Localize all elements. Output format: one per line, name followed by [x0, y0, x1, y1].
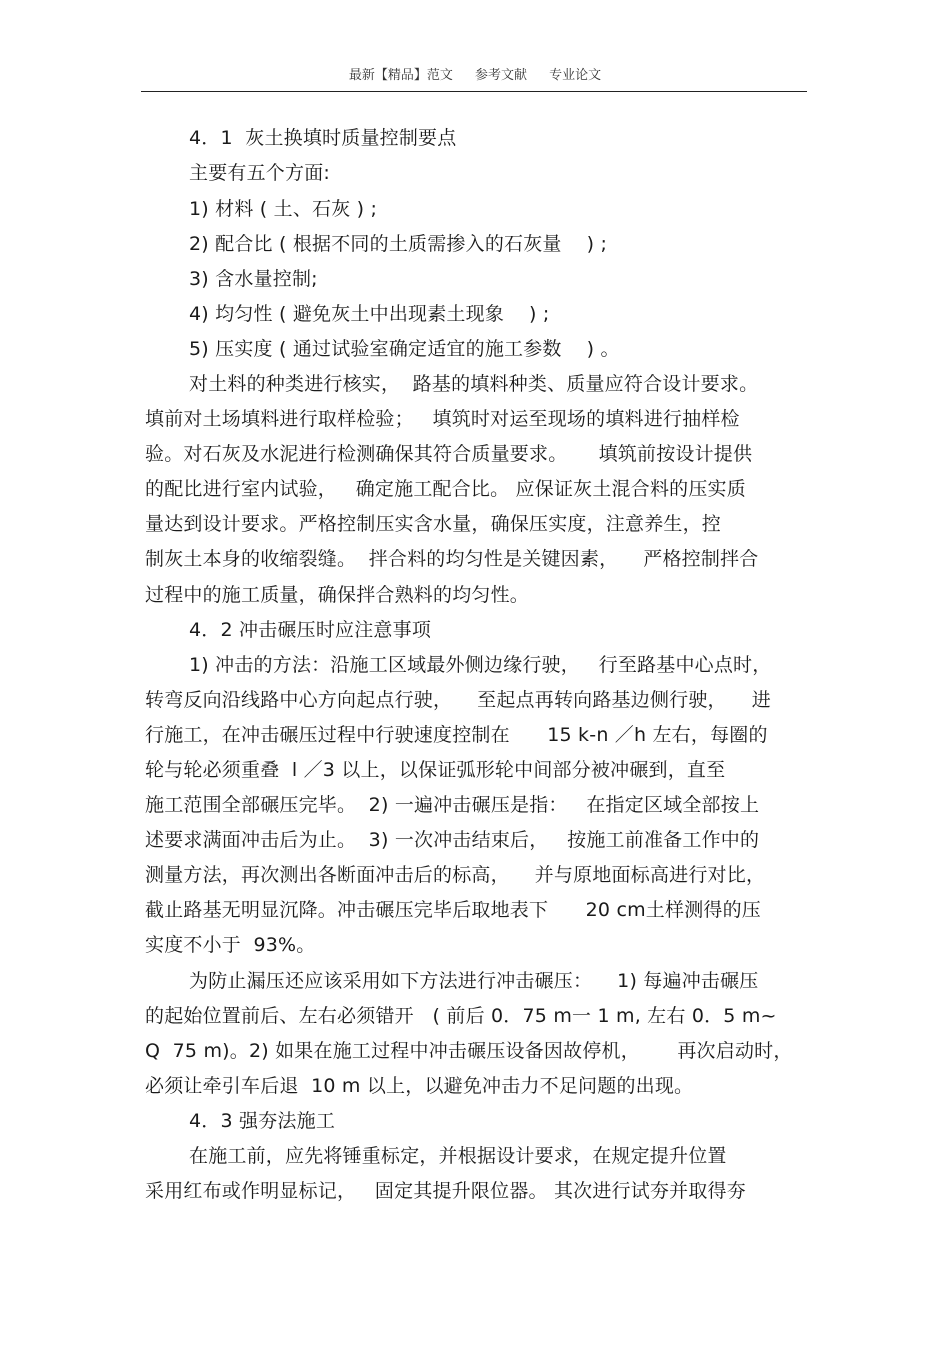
text-line: 测量方法，再次测出各断面冲击后的标高， 并与原地面标高进行对比，: [145, 864, 766, 886]
section-heading: 4．3 强夯法施工: [189, 1110, 336, 1132]
text-line: 过程中的施工质量，确保拌合熟料的均匀性。: [145, 584, 530, 606]
text-line: 验。对石灰及水泥进行检测确保其符合质量要求。 填筑前按设计提供: [145, 443, 753, 465]
text-line: 的起始位置前后、左右必须错开 ( 前后 0．75 m一 1 m, 左右 0．5 m~: [145, 1005, 777, 1027]
text-line: 为防止漏压还应该采用如下方法进行冲击碾压： 1) 每遍冲击碾压: [189, 970, 759, 992]
text-line: 截止路基无明显沉降。冲击碾压完毕后取地表下 20 cm土样测得的压: [145, 899, 762, 921]
text-line: 填前对土场填料进行取样检验； 填筑时对运至现场的填料进行抽样检: [145, 408, 740, 430]
text-line: 转弯反向沿线路中心方向起点行驶， 至起点再转向路基边侧行驶， 进: [145, 689, 771, 711]
text-line: 轮与轮必须重叠 l ／3 以上，以保证弧形轮中间部分被冲碾到，直至: [145, 759, 726, 781]
text-line: 制灰土本身的收缩裂缝。 拌合料的均匀性是关键因素， 严格控制拌合: [145, 548, 759, 570]
list-item: 3) 含水量控制;: [189, 268, 318, 290]
header-divider: [141, 91, 807, 92]
section-heading: 4．1 灰土换填时质量控制要点: [189, 127, 457, 149]
page-header: [0, 64, 950, 83]
text-line: 量达到设计要求。严格控制压实含水量，确保压实度，注意养生，控: [145, 513, 722, 535]
text-line: 的配比进行室内试验， 确定施工配合比。 应保证灰土混合料的压实质: [145, 478, 746, 500]
list-item: 2) 配合比 ( 根据不同的土质需掺入的石灰量 ) ;: [189, 233, 608, 255]
section-heading: 4．2 冲击碾压时应注意事项: [189, 619, 432, 641]
text-line: 必须让牵引车后退 10 m 以上，以避免冲击力不足问题的出现。: [145, 1075, 694, 1097]
text-line: 述要求满面冲击后为止。 3) 一次冲击结束后， 按施工前准备工作中的: [145, 829, 760, 851]
header-item: 专业论文: [549, 68, 602, 83]
text-line: 施工范围全部碾压完毕。 2) 一遍冲击碾压是指： 在指定区域全部按上: [145, 794, 760, 816]
text-line: 在施工前，应先将锤重标定，并根据设计要求，在规定提升位置: [189, 1145, 727, 1167]
text-line: 行施工，在冲击碾压过程中行驶速度控制在 15 k-n ／h 左右，每圈的: [145, 724, 768, 746]
text-line: 主要有五个方面:: [189, 162, 331, 184]
text-line: 采用红布或作明显标记， 固定其提升限位器。 其次进行试夯并取得夯: [145, 1180, 746, 1202]
text-line: 实度不小于 93%。: [145, 934, 316, 956]
list-item: 4) 均匀性 ( 避免灰土中出现素土现象 ) ;: [189, 303, 550, 325]
list-item: 1) 材料 ( 土、石灰 ) ;: [189, 198, 378, 220]
header-item: 最新【精品】范文: [348, 68, 453, 83]
text-line: 对土料的种类进行核实， 路基的填料种类、质量应符合设计要求。: [189, 373, 759, 395]
header-item: 参考文献: [474, 68, 527, 83]
text-line: 1) 冲击的方法：沿施工区域最外侧边缘行驶， 行至路基中心点时，: [189, 654, 772, 676]
list-item: 5) 压实度 ( 通过试验室确定适宜的施工参数 ) 。: [189, 338, 620, 360]
text-line: Q 75 m)。2) 如果在施工过程中冲击碾压设备因故停机， 再次启动时，: [145, 1040, 793, 1062]
